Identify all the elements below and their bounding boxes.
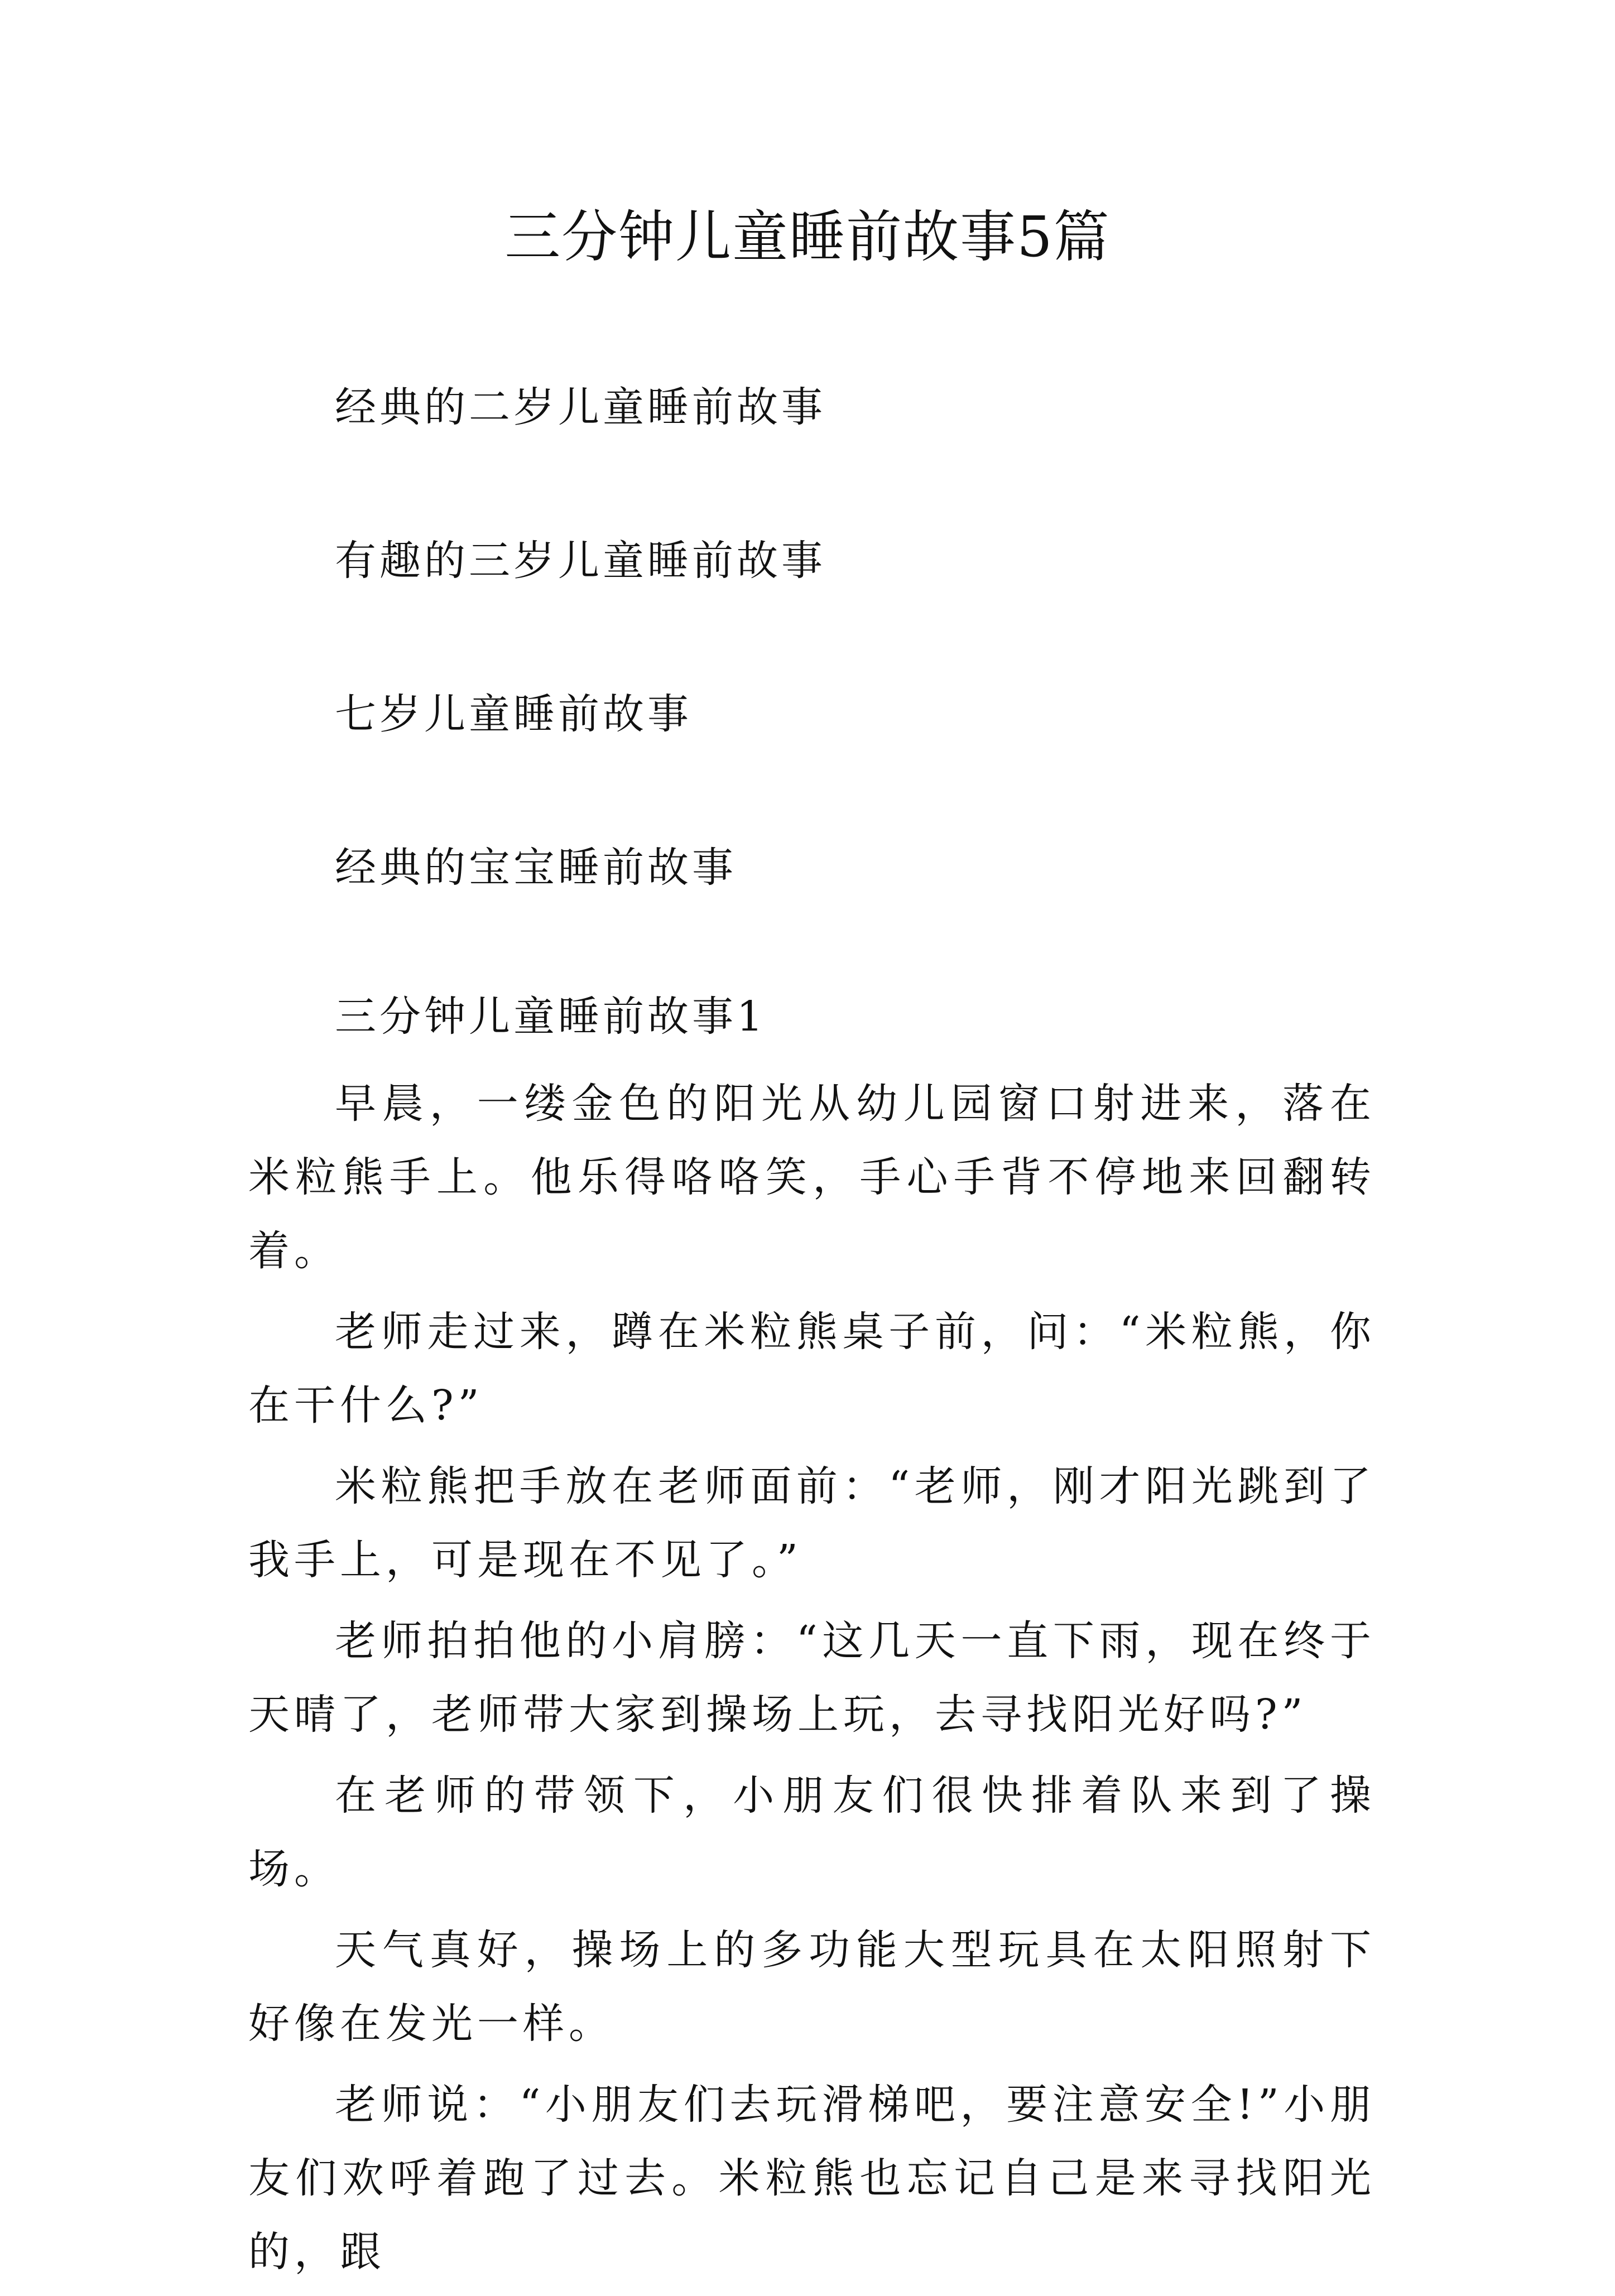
story-heading: 三分钟儿童睡前故事1 — [335, 993, 767, 1041]
story-paragraph: 老师拍拍他的小肩膀：“这几天一直下雨，现在终于天晴了，老师带大家到操场上玩，去寻找阳光好吗?” — [248, 1617, 1376, 1739]
toc-item: 经典的宝宝睡前故事 — [335, 844, 737, 892]
story-paragraph: 老师走过来，蹲在米粒熊桌子前，问：“米粒熊，你在干什么?” — [248, 1308, 1376, 1429]
story-paragraph: 老师说：“小朋友们去玩滑梯吧，要注意安全!”小朋友们欢呼着跑了过去。米粒熊也忘记自己是来寻找阳光的，跟 — [248, 2081, 1376, 2276]
table-of-contents — [335, 379, 826, 993]
story-paragraph: 早晨，一缕金色的阳光从幼儿园窗口射进来，落在米粒熊手上。他乐得咯咯笑，手心手背不停地来回翻转着。 — [248, 1080, 1376, 1275]
story-body — [248, 1067, 1376, 2296]
toc-item: 经典的二岁儿童睡前故事 — [335, 383, 826, 431]
story-paragraph: 米粒熊把手放在老师面前：“老师，刚才阳光跳到了我手上，可是现在不见了。” — [248, 1462, 1376, 1584]
toc-item: 有趣的三岁儿童睡前故事 — [335, 537, 826, 585]
toc-item: 七岁儿童睡前故事 — [335, 690, 692, 738]
document-title: 三分钟儿童睡前故事5篇 — [504, 204, 1111, 269]
story-paragraph: 在老师的带领下，小朋友们很快排着队来到了操场。 — [248, 1772, 1376, 1893]
story-paragraph: 天气真好，操场上的多功能大型玩具在太阳照射下好像在发光一样。 — [248, 1926, 1376, 2048]
